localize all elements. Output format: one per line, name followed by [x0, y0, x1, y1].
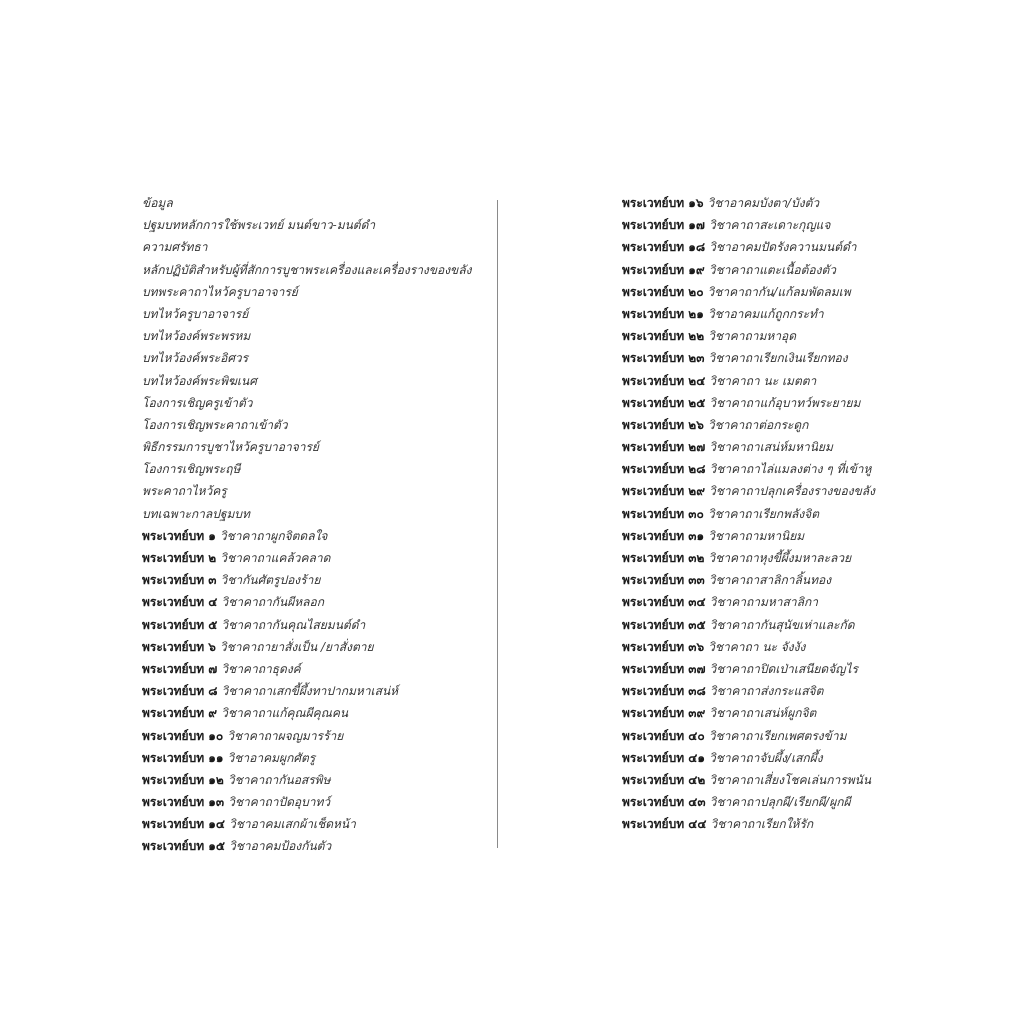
chapter-title: วิชาคาถากันผีหลอก [221, 595, 325, 610]
chapter-title: วิชาคาถามหาอุด [708, 329, 797, 344]
chapter-entry [142, 835, 482, 857]
chapter-number: พระเวทย์บท ๑๖ [622, 196, 704, 210]
chapter-title: วิชาคาถาเสกขี้ผึ้งทาปากมหาเสน่ห์ [221, 684, 399, 699]
chapter-number: พระเวทย์บท ๒๒ [622, 329, 705, 344]
chapter-title: วิชาคาถาเสี่ยงโชคเล่นการพนัน [709, 772, 872, 787]
toc-entry: โองการเชิญครูเข้าตัว [142, 395, 253, 410]
chapter-entry [142, 725, 482, 747]
chapter-entry [142, 591, 482, 613]
chapter-entry [622, 747, 962, 769]
chapter-number: พระเวทย์บท ๑๙ [622, 262, 705, 277]
chapter-entry [622, 236, 962, 258]
chapter-title: วิชาคาถาเรียกเพศตรงข้าม [708, 728, 847, 743]
chapter-title: วิชาคาถาเรียกเงินเรียกทอง [708, 351, 848, 366]
chapter-title: วิชาคาถา นะ เมตตา [709, 373, 817, 388]
chapter-number: พระเวทย์บท ๑ [142, 528, 216, 543]
toc-entry: บทพระคาถาไหว้ครูบาอาจารย์ [142, 284, 298, 299]
chapter-title: วิชาคาถาปัดอุบาทว์ [228, 795, 331, 810]
chapter-entry [622, 680, 962, 702]
chapter-number: พระเวทย์บท ๒๖ [622, 417, 704, 432]
chapter-entry [142, 569, 482, 591]
chapter-number: พระเวทย์บท ๔๐ [622, 728, 705, 743]
toc-entry: บทไหว้ครูบาอาจารย์ [142, 306, 249, 321]
chapter-title: วิชาคาถายาสั่งเป็น /ยาสั่งตาย [219, 639, 374, 654]
chapter-title: วิชาคาถาหุงขี้ผึ้งมหาละลวย [708, 551, 852, 565]
toc-entry: พระคาถาไหว้ครู [142, 484, 227, 499]
chapter-title: วิชาคาถาแก้คุณผีคุณคน [221, 706, 349, 721]
chapter-title: วิชาอาคมแก้ถูกกระทำ [707, 306, 824, 321]
chapter-title: วิชาคาถาแคล้วคลาด [220, 551, 331, 565]
chapter-entry [622, 769, 962, 791]
chapter-number: พระเวทย์บท ๒ [142, 551, 217, 565]
chapter-entry [622, 259, 962, 281]
chapter-entry [142, 636, 482, 658]
chapter-number: พระเวทย์บท ๔ [142, 595, 218, 610]
chapter-number: พระเวทย์บท ๗ [142, 661, 218, 676]
chapter-entry [622, 702, 962, 724]
toc-entry: บทไหว้องค์พระพิฆเนศ [142, 373, 257, 388]
chapter-number: พระเวทย์บท ๓๒ [622, 551, 705, 565]
chapter-number: พระเวทย์บท ๑๔ [142, 817, 225, 832]
chapter-entry [142, 614, 482, 636]
toc-entry: ข้อมูล [142, 196, 173, 210]
toc-entry: โองการเชิญพระคาถาเข้าตัว [142, 417, 288, 432]
chapter-entry [622, 503, 962, 525]
chapter-number: พระเวทย์บท ๓ [142, 573, 217, 588]
chapter-title: วิชาคาถาต่อกระดูก [707, 417, 809, 432]
chapter-title: วิชาคาถาปลุกเครื่องรางของขลัง [709, 484, 875, 499]
chapter-title: วิชาคาถา นะ จังงัง [708, 639, 806, 654]
chapter-entry [142, 813, 482, 835]
chapter-number: พระเวทย์บท ๓๐ [622, 506, 704, 521]
chapter-entry [142, 747, 482, 769]
chapter-number: พระเวทย์บท ๖ [142, 639, 216, 654]
toc-right-column [622, 192, 962, 835]
chapter-entry [142, 769, 482, 791]
chapter-number: พระเวทย์บท ๒๑ [622, 306, 704, 321]
chapter-number: พระเวทย์บท ๒๓ [622, 351, 705, 366]
chapter-entry [622, 370, 962, 392]
chapter-entry [622, 458, 962, 480]
chapter-number: พระเวทย์บท ๔๑ [622, 750, 705, 765]
chapter-entry [142, 547, 482, 569]
toc-left-column [142, 192, 482, 858]
chapter-title: วิชาคาถาจับผึ้ง/เสกผึ้ง [709, 750, 823, 765]
chapter-title: วิชาคาถากัน/แก้ลมพัดลมเพ [707, 284, 851, 299]
chapter-title: วิชาคาถาเรียกให้รัก [710, 817, 814, 832]
chapter-title: วิชาคาถาไล่แมลงต่าง ๆ ที่เข้าหู [709, 462, 872, 477]
chapter-title: วิชาอาคมป้องกันตัว [229, 839, 332, 854]
chapter-number: พระเวทย์บท ๓๑ [622, 528, 705, 543]
toc-entry: พิธีกรรมการบูชาไหว้ครูบาอาจารย์ [142, 440, 319, 455]
chapter-title: วิชาคาถาเสน่ห์ผูกจิต [709, 706, 817, 721]
chapter-title: วิชาอาคมปัดรังควานมนต์ดำ [709, 240, 857, 255]
chapter-entry [622, 591, 962, 613]
chapter-title: วิชาคาถาสาลิกาลิ้นทอง [708, 573, 832, 588]
chapter-title: วิชาคาถากันคุณไสยมนต์ดำ [221, 617, 366, 632]
chapter-number: พระเวทย์บท ๘ [142, 684, 218, 699]
chapter-entry [142, 658, 482, 680]
chapter-entry [622, 192, 962, 214]
chapter-entry [142, 525, 482, 547]
chapter-entry [622, 525, 962, 547]
chapter-number: พระเวทย์บท ๑๒ [142, 772, 224, 787]
chapter-number: พระเวทย์บท ๒๐ [622, 284, 704, 299]
chapter-number: พระเวทย์บท ๑๕ [142, 839, 225, 854]
chapter-number: พระเวทย์บท ๓๖ [622, 639, 705, 654]
chapter-entry [622, 480, 962, 502]
chapter-entry [622, 347, 962, 369]
chapter-number: พระเวทย์บท ๑๑ [142, 750, 224, 765]
column-divider [497, 200, 498, 848]
chapter-title: วิชาคาถาเรียกพลังจิต [707, 506, 820, 521]
chapter-title: วิชาคาถาปิดเป่าเสนียดจัญไร [709, 661, 858, 676]
chapter-entry [622, 725, 962, 747]
chapter-number: พระเวทย์บท ๒๙ [622, 484, 705, 499]
chapter-entry [622, 547, 962, 569]
chapter-number: พระเวทย์บท ๕ [142, 617, 218, 632]
chapter-entry [622, 569, 962, 591]
chapter-number: พระเวทย์บท ๒๕ [622, 395, 706, 410]
chapter-entry [142, 702, 482, 724]
chapter-title: วิชาอาคมบังตา/บังตัว [707, 196, 820, 210]
toc-entry: ปฐมบทหลักการใช้พระเวทย์ มนต์ขาว-มนต์ดำ [142, 218, 376, 233]
chapter-title: วิชาคาถามหาสาลิกา [709, 595, 818, 610]
chapter-number: พระเวทย์บท ๓๕ [622, 617, 706, 632]
chapter-title: วิชาอาคมผูกศัตรู [227, 750, 316, 765]
chapter-number: พระเวทย์บท ๔๔ [622, 817, 707, 832]
chapter-number: พระเวทย์บท ๙ [142, 706, 218, 721]
chapter-entry [622, 614, 962, 636]
chapter-number: พระเวทย์บท ๓๘ [622, 684, 706, 699]
chapter-entry [622, 658, 962, 680]
chapter-entry [622, 392, 962, 414]
chapter-title: วิชาคาถาแตะเนื้อต้องตัว [708, 262, 836, 277]
chapter-entry [142, 791, 482, 813]
chapter-number: พระเวทย์บท ๓๗ [622, 661, 706, 676]
chapter-number: พระเวทย์บท ๓๙ [622, 706, 706, 721]
chapter-entry [622, 414, 962, 436]
chapter-number: พระเวทย์บท ๑๗ [622, 218, 705, 233]
toc-entry: ความศรัทธา [142, 240, 208, 255]
toc-entry: บทเฉพาะกาลปฐมบท [142, 506, 250, 521]
chapter-number: พระเวทย์บท ๔๓ [622, 795, 706, 810]
chapter-entry [622, 791, 962, 813]
chapter-number: พระเวทย์บท ๔๒ [622, 772, 706, 787]
chapter-title: วิชาคาถากันสุนัขเห่าและกัด [709, 617, 855, 632]
chapter-entry [142, 680, 482, 702]
chapter-title: วิชาคาถาส่งกระแสจิต [709, 684, 824, 699]
chapter-title: วิชาคาถามหานิยม [708, 528, 805, 543]
chapter-entry [622, 214, 962, 236]
chapter-title: วิชาคาถาแก้อุบาทว์พระยายม [709, 395, 861, 410]
chapter-number: พระเวทย์บท ๒๗ [622, 440, 706, 455]
chapter-number: พระเวทย์บท ๑๓ [142, 795, 225, 810]
chapter-entry [622, 436, 962, 458]
toc-entry: บทไหว้องค์พระพรหม [142, 329, 251, 344]
chapter-title: วิชาคาถาสะเดาะกุญแจ [708, 218, 831, 233]
chapter-entry [622, 636, 962, 658]
chapter-title: วิชากันศัตรูปองร้าย [220, 573, 321, 588]
chapter-title: วิชาคาถาผจญมารร้าย [227, 728, 344, 743]
chapter-title: วิชาคาถาธุดงค์ [221, 661, 301, 676]
chapter-number: พระเวทย์บท ๓๓ [622, 573, 705, 588]
chapter-number: พระเวทย์บท ๒๔ [622, 373, 706, 388]
toc-entry: โองการเชิญพระฤษี [142, 462, 241, 477]
chapter-number: พระเวทย์บท ๑๘ [622, 240, 706, 255]
chapter-entry [622, 303, 962, 325]
chapter-title: วิชาอาคมเสกผ้าเช็ดหน้า [229, 817, 356, 832]
chapter-title: วิชาคาถากันอสรพิษ [227, 772, 331, 787]
chapter-title: วิชาคาถาเสน่ห์มหานิยม [709, 440, 833, 455]
chapter-number: พระเวทย์บท ๒๘ [622, 462, 706, 477]
chapter-entry [622, 325, 962, 347]
chapter-number: พระเวทย์บท ๓๔ [622, 595, 706, 610]
chapter-title: วิชาคาถาผูกจิตดลใจ [219, 528, 328, 543]
toc-entry: หลักปฏิบัติสำหรับผู้ที่สักการบูชาพระเครื่องและเครื่องรางของขลัง [142, 262, 472, 277]
toc-entry: บทไหว้องค์พระอิศวร [142, 351, 249, 366]
chapter-entry [622, 813, 962, 835]
chapter-number: พระเวทย์บท ๑๐ [142, 728, 224, 743]
chapter-entry [622, 281, 962, 303]
chapter-title: วิชาคาถาปลุกผี/เรียกผี/ผูกผี [709, 795, 851, 810]
